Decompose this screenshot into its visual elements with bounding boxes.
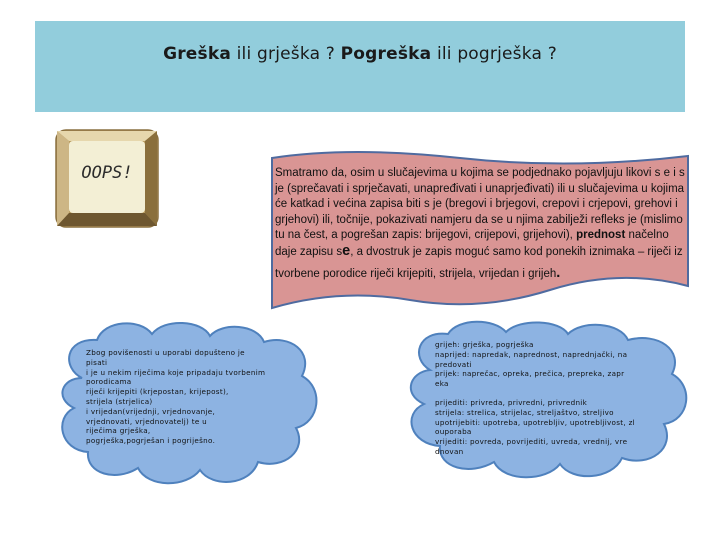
- scroll-last-line: [275, 266, 685, 283]
- scroll-text-3: , a dvostruk je zapis moguć samo kod ponekih iznimaka – riječi iz: [350, 245, 683, 258]
- scroll-period: .: [556, 264, 561, 281]
- scroll-text-2: načelno daje zapisu s: [275, 229, 669, 258]
- cloud-right-text-1: grijeh: grješka, pogrješka naprijed: napredak, naprednost, naprednjački, na predovati prijek: naprečac, opreka, prečica, preprеka, zapr eka: [435, 340, 628, 389]
- title-part-4: ili pogrješka ?: [431, 44, 557, 64]
- oops-label: OOPS!: [81, 163, 133, 183]
- scroll-paragraph: [275, 166, 685, 282]
- scroll-letter-e: e: [342, 242, 351, 259]
- title-part-3: Pogreška: [340, 44, 432, 64]
- slide-title: [0, 44, 720, 64]
- title-part-1: Greška: [163, 44, 232, 64]
- scroll-text-4: tvorbene porodice riječi krijepiti, strijela, vrijedan i grijeh: [275, 267, 557, 280]
- title-part-2: ili grješka ?: [231, 44, 341, 64]
- cloud-left-text: Zbog povišenosti u uporabi dopušteno je pisati i je u nekim riječima koje pripadaju tvorbenim porodicama riječi krijepiti (krjepostan, krijepost), strijela (strjelica) i vrijedan(vrijednji, vrjednovanje, vrjednovati, vrjednovatelj) te u riječima grješka, pogrješka,pogrješan i pogriješno.: [86, 348, 266, 446]
- scroll-text-1: Smatramo da, osim u slučajevima u kojima se podjednako pojavljuju likovi s e i s je (sprečavati i sprječavati, unapređivati i unaprjeđivati) ili u slučajevima u kojima će katkad i većina zapisa biti s je (bregovi i brjegovi, crepovi i crjepovi, grehovi i grjehovi) ili, točnije, pokazivati namjeru da se u njima zabilježi refleks je (mislimo tu na čest, a pogrešan zapis: brijegovi, crijepovi, grijehovi),: [275, 167, 685, 242]
- title-banner: [35, 21, 685, 112]
- scroll-bold-prednost: prednost: [576, 229, 626, 242]
- cloud-right-text-2: prijediti: privreda, privredni, privrednik strijela: strelica, strijelac, streljaštvo, streljivo upotrijebiti: upotreba, upotrebljiv, upotrebljivost, zl ouporaba vrijediti: povreda, povrijediti, uvreda, vrednij, vre dnovan: [435, 398, 635, 456]
